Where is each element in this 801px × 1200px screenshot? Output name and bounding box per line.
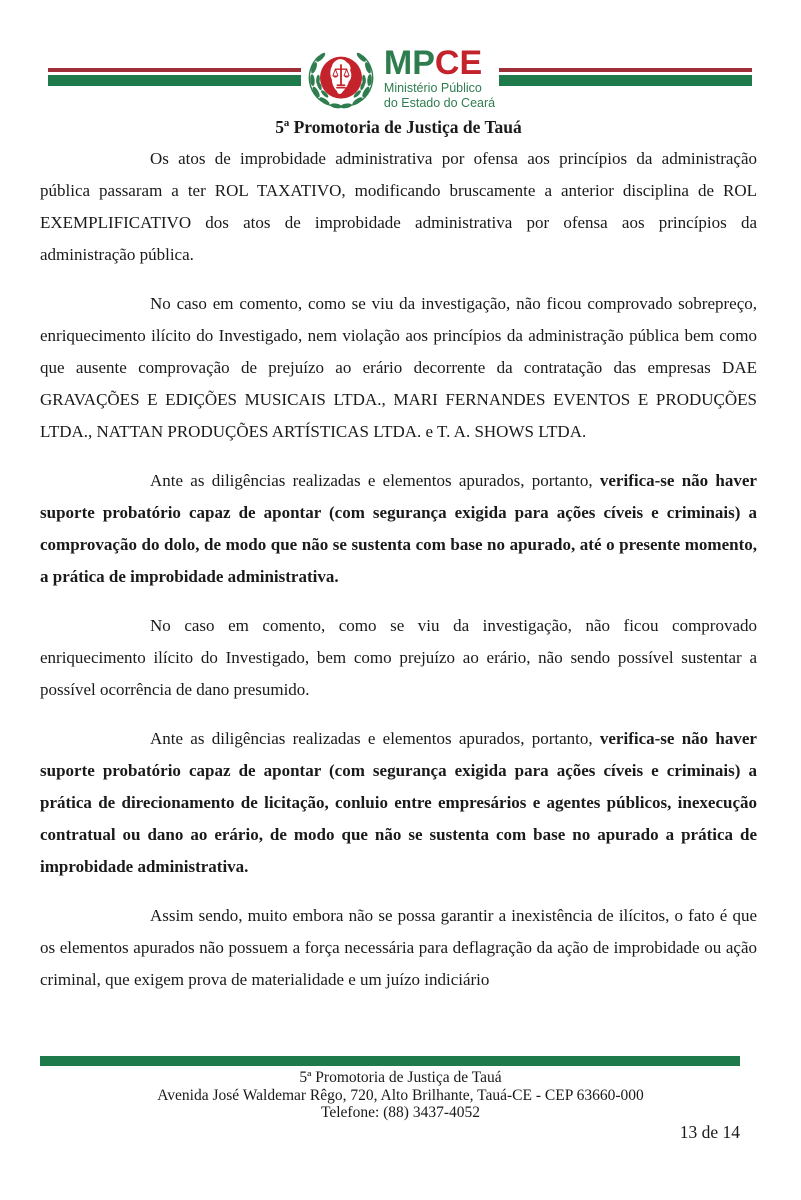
page-title: 5ª Promotoria de Justiça de Tauá xyxy=(275,117,522,137)
page-number: 13 de 14 xyxy=(679,1122,740,1142)
paragraph-container xyxy=(40,143,757,996)
document-body xyxy=(40,114,757,1044)
mpce-wordmark xyxy=(383,43,496,111)
footer-block xyxy=(0,1069,801,1122)
header-rule-right xyxy=(499,68,752,86)
green-rule xyxy=(48,75,301,86)
acronym-ce: CE xyxy=(434,43,483,82)
logo-subtitle-2: do Estado do Ceará xyxy=(383,96,496,110)
mpce-emblem-icon xyxy=(303,44,379,114)
footer-office: 5ª Promotoria de Justiça de Tauá xyxy=(299,1069,502,1086)
body-paragraph: Assim sendo, muito embora não se possa garantir a inexistência de ilícitos, o fato é que os elementos apurados não possuem a força necessária para deflagração da ação de improbidade ou ação criminal, que exigem prova de materialidade e um juízo indiciário xyxy=(40,906,757,989)
body-paragraph: Ante as diligências realizadas e elementos apurados, portanto, verifica-se não haver suporte probatório capaz de apontar (com segurança exigida para ações cíveis e criminais) a prática de direcionamento de licitação, conluio entre empresários e agentes públicos, inexecução contratual ou dano ao erário, de modo que não se sustenta com base no apurado a prática de improbidade administrativa. xyxy=(40,729,757,876)
acronym-mp: MP xyxy=(383,43,435,82)
mpce-acronym xyxy=(383,43,495,82)
body-paragraph: No caso em comento, como se viu da investigação, não ficou comprovado sobrepreço, enriquecimento ilícito do Investigado, nem violação aos princípios da administração pública bem como que ausente comprovação de prejuízo ao erário decorrente da contratação das empresas DAE GRAVAÇÕES E EDIÇÕES MUSICAIS LTDA., MARI FERNANDES EVENTOS E PRODUÇÕES LTDA., NATTAN PRODUÇÕES ARTÍSTICAS LTDA. e T. A. SHOWS LTDA. xyxy=(40,294,757,441)
letterhead xyxy=(0,44,801,114)
footer-green-bar xyxy=(40,1056,740,1066)
body-paragraph: Ante as diligências realizadas e elementos apurados, portanto, verifica-se não haver suporte probatório capaz de apontar (com segurança exigida para ações cíveis e criminais) a comprovação do dolo, de modo que não se sustenta com base no apurado, até o presente momento, a prática de improbidade administrativa. xyxy=(40,471,757,586)
footer-phone: Telefone: (88) 3437-4052 xyxy=(320,1104,481,1121)
mpce-logo xyxy=(303,44,495,114)
logo-subtitle-1: Ministério Público xyxy=(383,80,482,95)
body-paragraph: Os atos de improbidade administrativa por ofensa aos princípios da administração pública passaram a ter ROL TAXATIVO, modificando bruscamente a anterior disciplina de ROL EXEMPLIFICATIVO dos atos de improbidade administrativa por ofensa aos princípios da administração pública. xyxy=(40,149,757,264)
green-rule xyxy=(499,75,752,86)
header-rule-left xyxy=(48,68,301,86)
footer-address: Avenida José Waldemar Rêgo, 720, Alto Brilhante, Tauá-CE - CEP 63660-000 xyxy=(157,1086,644,1104)
body-paragraph: No caso em comento, como se viu da investigação, não ficou comprovado enriquecimento ilícito do Investigado, bem como prejuízo ao erário, não sendo possível sustentar a possível ocorrência de dano presumido. xyxy=(40,616,757,699)
